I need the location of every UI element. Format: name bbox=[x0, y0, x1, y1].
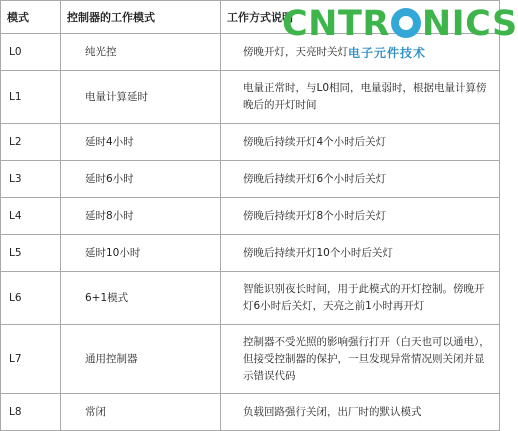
mode-cell: L4 bbox=[1, 198, 61, 235]
control-cell: 纯光控 bbox=[61, 34, 221, 71]
control-cell: 通用控制器 bbox=[61, 325, 221, 394]
description-cell: 智能识别夜长时间，用于此模式的开灯控制。傍晚开灯6小时后关灯，天亮之前1小时再开灯 bbox=[221, 272, 500, 325]
description-cell: 电量正常时，与L0相同，电量弱时，根据电量计算傍晚后的开灯时间 bbox=[221, 71, 500, 124]
logo-ring-icon bbox=[391, 8, 421, 38]
control-cell: 延时6小时 bbox=[61, 161, 221, 198]
description-cell: 傍晚后持续开灯4个小时后关灯 bbox=[221, 124, 500, 161]
logo-subtitle: 电子元件技术 bbox=[348, 46, 427, 60]
logo-wordmark bbox=[282, 4, 518, 44]
control-cell: 延时10小时 bbox=[61, 235, 221, 272]
control-cell: 延时4小时 bbox=[61, 124, 221, 161]
mode-cell: L5 bbox=[1, 235, 61, 272]
control-cell: 电量计算延时 bbox=[61, 71, 221, 124]
header-description: 工作方式说明 bbox=[221, 1, 500, 34]
control-cell: 6+1模式 bbox=[61, 272, 221, 325]
description-cell: 傍晚后持续开灯6个小时后关灯 bbox=[221, 161, 500, 198]
mode-cell: L7 bbox=[1, 325, 61, 394]
mode-cell: L1 bbox=[1, 71, 61, 124]
mode-cell: L2 bbox=[1, 124, 61, 161]
table-row bbox=[1, 198, 500, 235]
table-row bbox=[1, 325, 500, 394]
table-row bbox=[1, 235, 500, 272]
cntronics-watermark-logo bbox=[282, 4, 518, 66]
mode-cell: L8 bbox=[1, 394, 61, 431]
table-row bbox=[1, 394, 500, 431]
control-cell: 常闭 bbox=[61, 394, 221, 431]
description-cell: 傍晚后持续开灯10个小时后关灯 bbox=[221, 235, 500, 272]
description-cell: 负载回路强行关闭，出厂时的默认模式 bbox=[221, 394, 500, 431]
header-control-mode: 控制器的工作模式 bbox=[61, 1, 221, 34]
logo-text-part2: NICS bbox=[421, 4, 518, 44]
table-row bbox=[1, 272, 500, 325]
control-cell: 延时8小时 bbox=[61, 198, 221, 235]
header-mode: 模式 bbox=[1, 1, 61, 34]
table-row bbox=[1, 71, 500, 124]
logo-text-part1: CNTR bbox=[282, 4, 390, 44]
description-cell: 傍晚后持续开灯8个小时后关灯 bbox=[221, 198, 500, 235]
mode-cell: L0 bbox=[1, 34, 61, 71]
table-row bbox=[1, 124, 500, 161]
mode-cell: L3 bbox=[1, 161, 61, 198]
mode-cell: L6 bbox=[1, 272, 61, 325]
table-row bbox=[1, 161, 500, 198]
description-cell: 控制器不受光照的影响强行打开（白天也可以通电），但接受控制器的保护，一旦发现异常情况则关闭并显示错误代码 bbox=[221, 325, 500, 394]
description-cell: 傍晚开灯，天亮时关灯 bbox=[221, 34, 500, 71]
